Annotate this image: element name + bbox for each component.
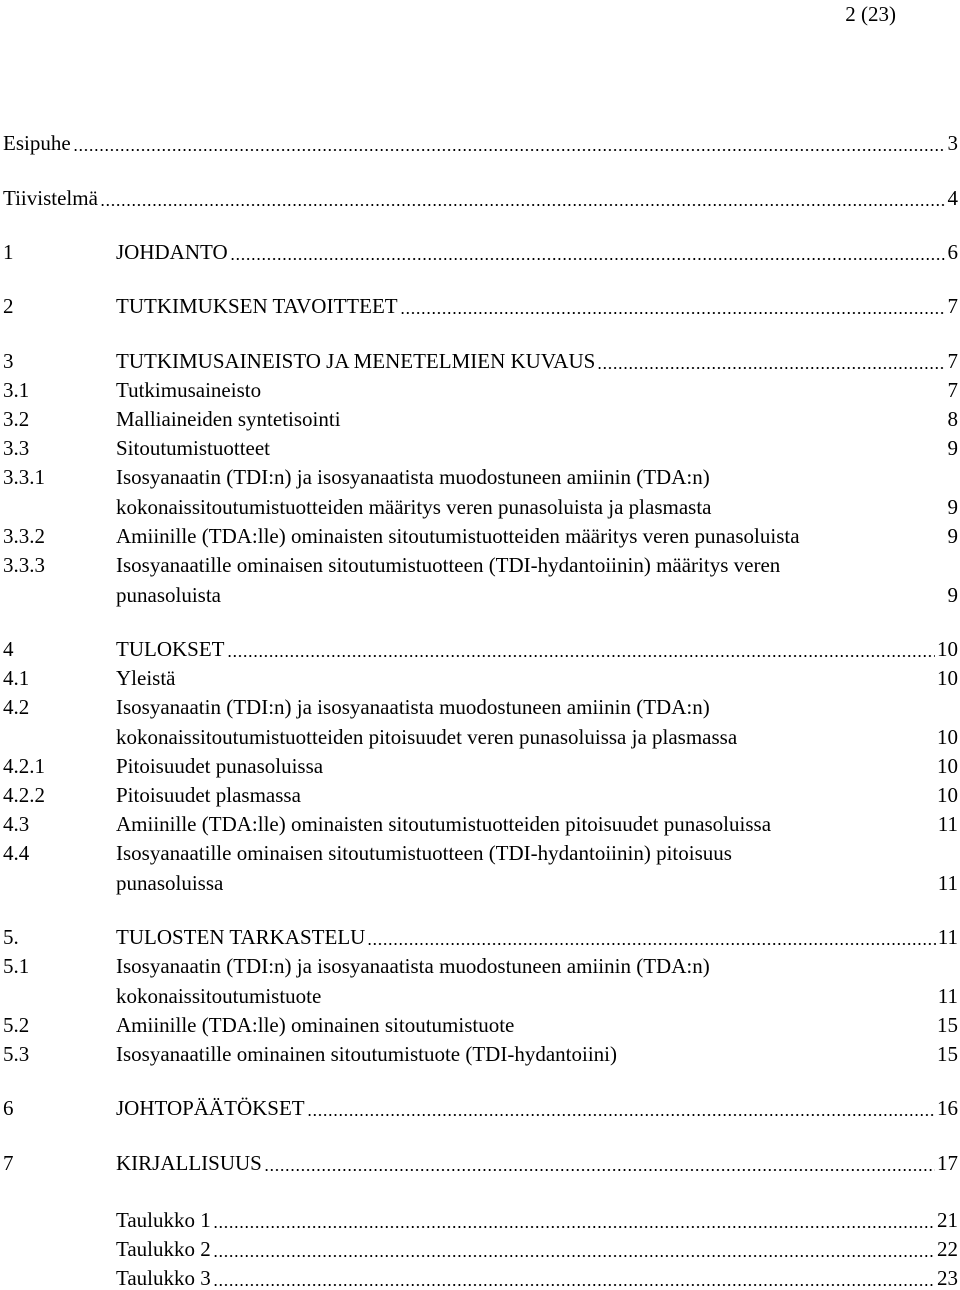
toc-entry-title: Taulukko 3 (116, 1266, 211, 1290)
toc-entry-number: 4.2.1 (3, 754, 45, 778)
dot-leader (213, 1237, 935, 1261)
toc-entry-page: 16 (937, 1096, 958, 1120)
toc-entry[interactable] (0, 1151, 960, 1175)
toc-entry-page: 11 (937, 871, 958, 895)
toc-entry[interactable] (0, 553, 960, 607)
toc-entry[interactable] (0, 695, 960, 749)
toc-entry-number: 5.2 (3, 1013, 30, 1037)
toc-entry-title: Sitoutumistuotteet (116, 436, 271, 460)
dot-leader (307, 1096, 935, 1120)
toc-entry-title: JOHTOPÄÄTÖKSET (116, 1096, 305, 1120)
dot-leader (400, 294, 946, 318)
toc-entry-number: 4.3 (3, 812, 30, 836)
toc-entry-title: TUTKIMUSAINEISTO JA MENETELMIEN KUVAUS (116, 349, 596, 373)
toc-entry[interactable] (0, 1042, 960, 1066)
toc-entry-page: 9 (947, 495, 958, 519)
toc-entry-page: 6 (947, 240, 958, 264)
toc-entry-page: 21 (937, 1208, 958, 1232)
toc-entry-page: 17 (937, 1151, 958, 1175)
toc-entry-title: TULOSTEN TARKASTELU (116, 925, 366, 949)
dot-leader (264, 1151, 935, 1175)
toc-entry-page: 10 (937, 666, 958, 690)
toc-entry-page: 10 (937, 754, 958, 778)
toc-entry-page: 8 (947, 407, 958, 431)
toc-entry[interactable] (0, 841, 960, 895)
toc-entry[interactable] (0, 378, 960, 402)
toc-entry-number: 3.3.3 (3, 553, 45, 577)
toc-entry-page: 9 (947, 583, 958, 607)
dot-leader (73, 131, 946, 155)
toc-entry-title: KIRJALLISUUS (116, 1151, 262, 1175)
toc-entry-title: Tutkimusaineisto (116, 378, 262, 402)
toc-entry-number: 4.1 (3, 666, 30, 690)
toc-entry-page: 11 (937, 812, 958, 836)
toc-entry-number: 2 (3, 294, 14, 318)
dot-leader (597, 349, 946, 373)
toc-entry-page: 11 (937, 984, 958, 1008)
dot-leader (230, 240, 946, 264)
toc-entry-title: Isosyanaatin (TDI:n) ja isosyanaatista muodostuneen amiinin (TDA:n) (116, 465, 710, 489)
toc-entry-title-continued: punasoluista (116, 583, 221, 607)
toc-entry-title: TUTKIMUKSEN TAVOITTEET (116, 294, 398, 318)
toc-entry-title: Amiinille (TDA:lle) ominaisten sitoutumistuotteiden määritys veren punasoluista (116, 524, 800, 548)
toc-entry[interactable] (0, 1208, 960, 1232)
toc-entry-title: Yleistä (116, 666, 176, 690)
toc-entry-page: 15 (937, 1013, 958, 1037)
toc-entry-page: 7 (947, 349, 958, 373)
toc-entry-page: 11 (937, 925, 958, 949)
toc-entry-number: 3.2 (3, 407, 30, 431)
toc-entry-title: Isosyanaatin (TDI:n) ja isosyanaatista muodostuneen amiinin (TDA:n) (116, 954, 710, 978)
dot-leader (367, 925, 936, 949)
toc-entry-number: 5. (3, 925, 19, 949)
toc-entry[interactable] (0, 1096, 960, 1120)
toc-entry-title-continued: kokonaissitoutumistuote (116, 984, 322, 1008)
toc-entry[interactable] (0, 349, 960, 373)
toc-entry-number: 5.1 (3, 954, 30, 978)
toc-entry[interactable] (0, 783, 960, 807)
toc-entry-page: 9 (947, 524, 958, 548)
toc-entry[interactable] (0, 954, 960, 1008)
toc-entry[interactable] (0, 666, 960, 690)
toc-entry-title: Tiivistelmä (3, 186, 98, 210)
page-number: 2 (23) (845, 2, 896, 26)
toc-entry-title: Pitoisuudet plasmassa (116, 783, 301, 807)
toc-entry-title: Malliaineiden syntetisointi (116, 407, 341, 431)
dot-leader (227, 637, 935, 661)
toc-entry[interactable] (0, 925, 960, 949)
toc-entry-number: 5.3 (3, 1042, 30, 1066)
toc-entry-title: Isosyanaatille ominaisen sitoutumistuotteen (TDI-hydantoiinin) määritys veren (116, 553, 781, 577)
toc-entry[interactable] (0, 407, 960, 431)
toc-entry-page: 23 (937, 1266, 958, 1290)
toc-entry-number: 3.1 (3, 378, 30, 402)
toc-entry-number: 4.2.2 (3, 783, 45, 807)
toc-entry-page: 15 (937, 1042, 958, 1066)
toc-entry-page: 7 (947, 378, 958, 402)
toc-entry-page: 10 (937, 783, 958, 807)
toc-entry-page: 9 (947, 436, 958, 460)
toc-entry[interactable] (0, 1237, 960, 1261)
toc-entry-number: 4 (3, 637, 14, 661)
toc-entry-title: Taulukko 2 (116, 1237, 211, 1261)
toc-entry[interactable] (0, 1266, 960, 1290)
toc-entry-title: Isosyanaatille ominaisen sitoutumistuotteen (TDI-hydantoiinin) pitoisuus (116, 841, 732, 865)
toc-entry-page: 10 (937, 725, 958, 749)
dot-leader (213, 1208, 935, 1232)
toc-entry-title-continued: punasoluissa (116, 871, 224, 895)
toc-entry[interactable] (0, 637, 960, 661)
toc-entry-title: TULOKSET (116, 637, 225, 661)
toc-entry-number: 6 (3, 1096, 14, 1120)
toc-entry-title: JOHDANTO (116, 240, 228, 264)
toc-entry[interactable] (0, 294, 960, 318)
toc-entry-number: 3.3.1 (3, 465, 45, 489)
toc-entry-title-continued: kokonaissitoutumistuotteiden määritys veren punasoluista ja plasmasta (116, 495, 712, 519)
toc-entry-page: 7 (947, 294, 958, 318)
toc-entry-number: 4.2 (3, 695, 30, 719)
toc-entry-title: Isosyanaatin (TDI:n) ja isosyanaatista muodostuneen amiinin (TDA:n) (116, 695, 710, 719)
toc-entry[interactable] (0, 812, 960, 836)
dot-leader (213, 1266, 935, 1290)
toc-entry-number: 1 (3, 240, 14, 264)
toc-entry-title: Amiinille (TDA:lle) ominaisten sitoutumistuotteiden pitoisuudet punasoluissa (116, 812, 772, 836)
toc-entry[interactable] (0, 524, 960, 548)
toc-entry-number: 4.4 (3, 841, 30, 865)
toc-entry-page: 3 (947, 131, 958, 155)
toc-entry-title: Taulukko 1 (116, 1208, 211, 1232)
toc-entry[interactable] (0, 465, 960, 519)
toc-entry-page: 4 (947, 186, 958, 210)
toc-entry[interactable] (0, 754, 960, 778)
toc-entry-page: 22 (937, 1237, 958, 1261)
toc-entry-title-continued: kokonaissitoutumistuotteiden pitoisuudet veren punasoluissa ja plasmassa (116, 725, 738, 749)
toc-entry-number: 7 (3, 1151, 14, 1175)
dot-leader (100, 186, 946, 210)
toc-entry[interactable] (0, 436, 960, 460)
toc-entry-title: Esipuhe (3, 131, 71, 155)
toc-entry-title: Pitoisuudet punasoluissa (116, 754, 324, 778)
toc-entry-title: Isosyanaatille ominainen sitoutumistuote (TDI-hydantoiini) (116, 1042, 617, 1066)
toc-entry[interactable] (0, 131, 960, 155)
toc-entry-number: 3 (3, 349, 14, 373)
toc-entry-number: 3.3.2 (3, 524, 45, 548)
toc-entry-page: 10 (937, 637, 958, 661)
toc-entry-number: 3.3 (3, 436, 30, 460)
toc-entry[interactable] (0, 186, 960, 210)
toc-entry-title: Amiinille (TDA:lle) ominainen sitoutumistuote (116, 1013, 515, 1037)
toc-entry[interactable] (0, 1013, 960, 1037)
toc-entry[interactable] (0, 240, 960, 264)
